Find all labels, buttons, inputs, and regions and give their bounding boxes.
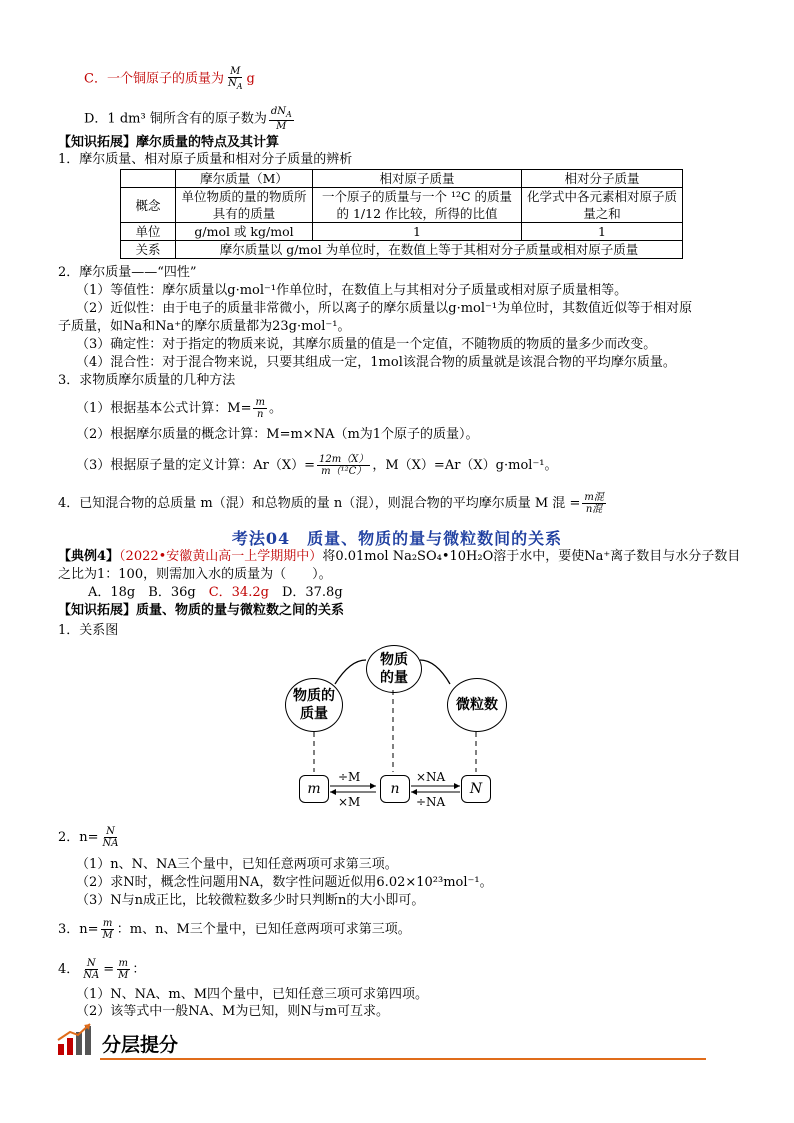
arrow-label-div-na: ÷NA — [416, 795, 446, 809]
table-header-row: 摩尔质量（M） 相对原子质量 相对分子质量 — [121, 170, 683, 188]
diagram-node-mass: 物质的质量 — [285, 678, 343, 732]
choice-d: D．37.8g — [281, 585, 343, 600]
diagram-node-particles: 微粒数 — [447, 678, 507, 732]
arrow-label-mul-m: ×M — [338, 795, 361, 809]
knowledge-extension-1: 【知识拓展】摩尔质量的特点及其计算 — [58, 135, 280, 150]
fraction: $\frac{dN_A}{M}$ — [270, 106, 292, 132]
knowledge-extension-2: 【知识拓展】质量、物质的量与微粒数之间的关系 — [58, 603, 345, 618]
q2: 2．n= $\frac{N}{NA}$ — [58, 826, 119, 849]
paragraph: 子质量，如Na和Na⁺的摩尔质量都为23g·mol⁻¹。 — [58, 319, 351, 334]
item-1: 1．摩尔质量、相对原子质量和相对分子质量的辨析 — [58, 152, 353, 167]
table-row: 单位 g/mol 或 kg/mol 1 1 — [121, 223, 683, 241]
arrow-label-mul-na: ×NA — [416, 770, 446, 784]
example-4-line2: 之比为1：100，则需加入水的质量为（ ）。 — [58, 567, 332, 582]
method-3: （3）根据原子量的定义计算：Ar（X）= $\frac{12m(X)}{\text{m（¹²C）}}$ ，M（X）=Ar（X）g·mol⁻¹。 — [76, 454, 558, 477]
q2-1: （1）n、N、NA三个量中，已知任意两项可求第三项。 — [76, 857, 398, 872]
q2-2: （2）求N时，概念性问题用NA，数字性问题近似用6.02×10²³mol⁻¹。 — [76, 875, 493, 890]
diagram-box-m: m — [299, 775, 329, 803]
arrow-label-div-m: ÷M — [338, 770, 361, 784]
item-4: 4．已知混合物的总质量 m（混）和总物质的量 n（混），则混合物的平均摩尔质量 M 混 = $\frac{\text{m混}}{\text{n混}}$ — [58, 492, 604, 515]
fraction: $\frac{M}{N_A}$ — [227, 66, 243, 91]
fraction: $\frac{N}{NA}$ — [102, 826, 119, 849]
paragraph: （2）近似性：由于电子的质量非常微小，所以离子的摩尔质量以g·mol⁻¹为单位时，其数值近似等于相对原 — [76, 301, 693, 316]
diagram-box-N: N — [461, 775, 491, 803]
fraction: $\frac{12m(X)}{\text{m（¹²C）}}$ — [319, 454, 369, 477]
option-d-text: D．1 dm³ 铜所含有的原子数为 — [84, 111, 267, 127]
method-2: （2）根据摩尔质量的概念计算：M=m×NA（m为1个原子的质量）。 — [76, 427, 479, 442]
choice-a: A．18g — [88, 585, 136, 600]
fraction: $\frac{\text{m混}}{\text{n混}}$ — [584, 492, 604, 515]
footer-title: 分层提分 — [102, 1034, 179, 1056]
fraction: $\frac{m}{n}$ — [255, 397, 265, 420]
option-c: C．一个铜原子的质量为 $\frac{M}{N_A}$ g — [84, 66, 255, 91]
fraction: $\frac{m}{M}$ — [118, 958, 129, 981]
example-4: 【典例4】（2022•安徽黄山高一上学期期中）将0.01mol Na₂SO₄•10H₂O溶于水中，要使Na⁺离子数目与水分子数目 — [58, 549, 741, 564]
item-2: 2．摩尔质量——“四性” — [58, 265, 197, 280]
paragraph: （3）确定性：对于指定的物质来说，其摩尔质量的值是一个定值，不随物质的物质的量多少而改变。 — [76, 337, 657, 352]
table-row: 概念 单位物质的量的物质所具有的质量 一个原子的质量与一个 ¹²C 的质量的 1/12 作比较，所得的比值 化学式中各元素相对原子质量之和 — [121, 188, 683, 223]
option-c-text: C．一个铜原子的质量为 — [84, 71, 224, 87]
q4-1: （1）N、NA、m、M四个量中，已知任意三项可求第四项。 — [76, 987, 429, 1002]
fraction: $\frac{N}{NA}$ — [83, 958, 100, 981]
table-row: 关系 摩尔质量以 g/mol 为单位时，在数值上等于其相对分子质量或相对原子质量 — [121, 241, 683, 259]
fraction: $\frac{m}{M}$ — [102, 918, 113, 941]
paragraph: （4）混合性：对于混合物来说，只要其组成一定，1mol该混合物的质量就是该混合物的平均摩尔质量。 — [76, 355, 676, 370]
q3: 3．n= $\frac{m}{M}$ ：m、n、M三个量中，已知任意两项可求第三项。 — [58, 918, 411, 941]
item-3: 3．求物质摩尔质量的几种方法 — [58, 373, 236, 388]
q4-2: （2）该等式中一般NA、M为已知，则N与m可互求。 — [76, 1004, 390, 1019]
diagram-box-n: n — [380, 775, 410, 803]
method-1: （1）根据基本公式计算：M= $\frac{m}{n}$ 。 — [76, 397, 282, 420]
choice-b: B．36g — [148, 585, 196, 600]
q4: 4． $\frac{N}{NA}$ = $\frac{m}{M}$ ： — [58, 958, 146, 981]
paragraph: （1）等值性：摩尔质量以g·mol⁻¹作单位时，在数值上与其相对分子质量或相对原子质量相等。 — [76, 283, 628, 298]
q1: 1．关系图 — [58, 623, 119, 638]
bar-chart-icon — [56, 1022, 94, 1056]
footer-divider — [100, 1058, 706, 1060]
diagram-node-amount: 物质的量 — [366, 645, 422, 693]
q2-3: （3）N与n成正比，比较微粒数多少时只判断n的大小即可。 — [76, 893, 425, 908]
choice-c: C．34.2g — [208, 585, 269, 600]
section-title: 考法04 质量、物质的量与微粒数间的关系 — [231, 529, 563, 548]
